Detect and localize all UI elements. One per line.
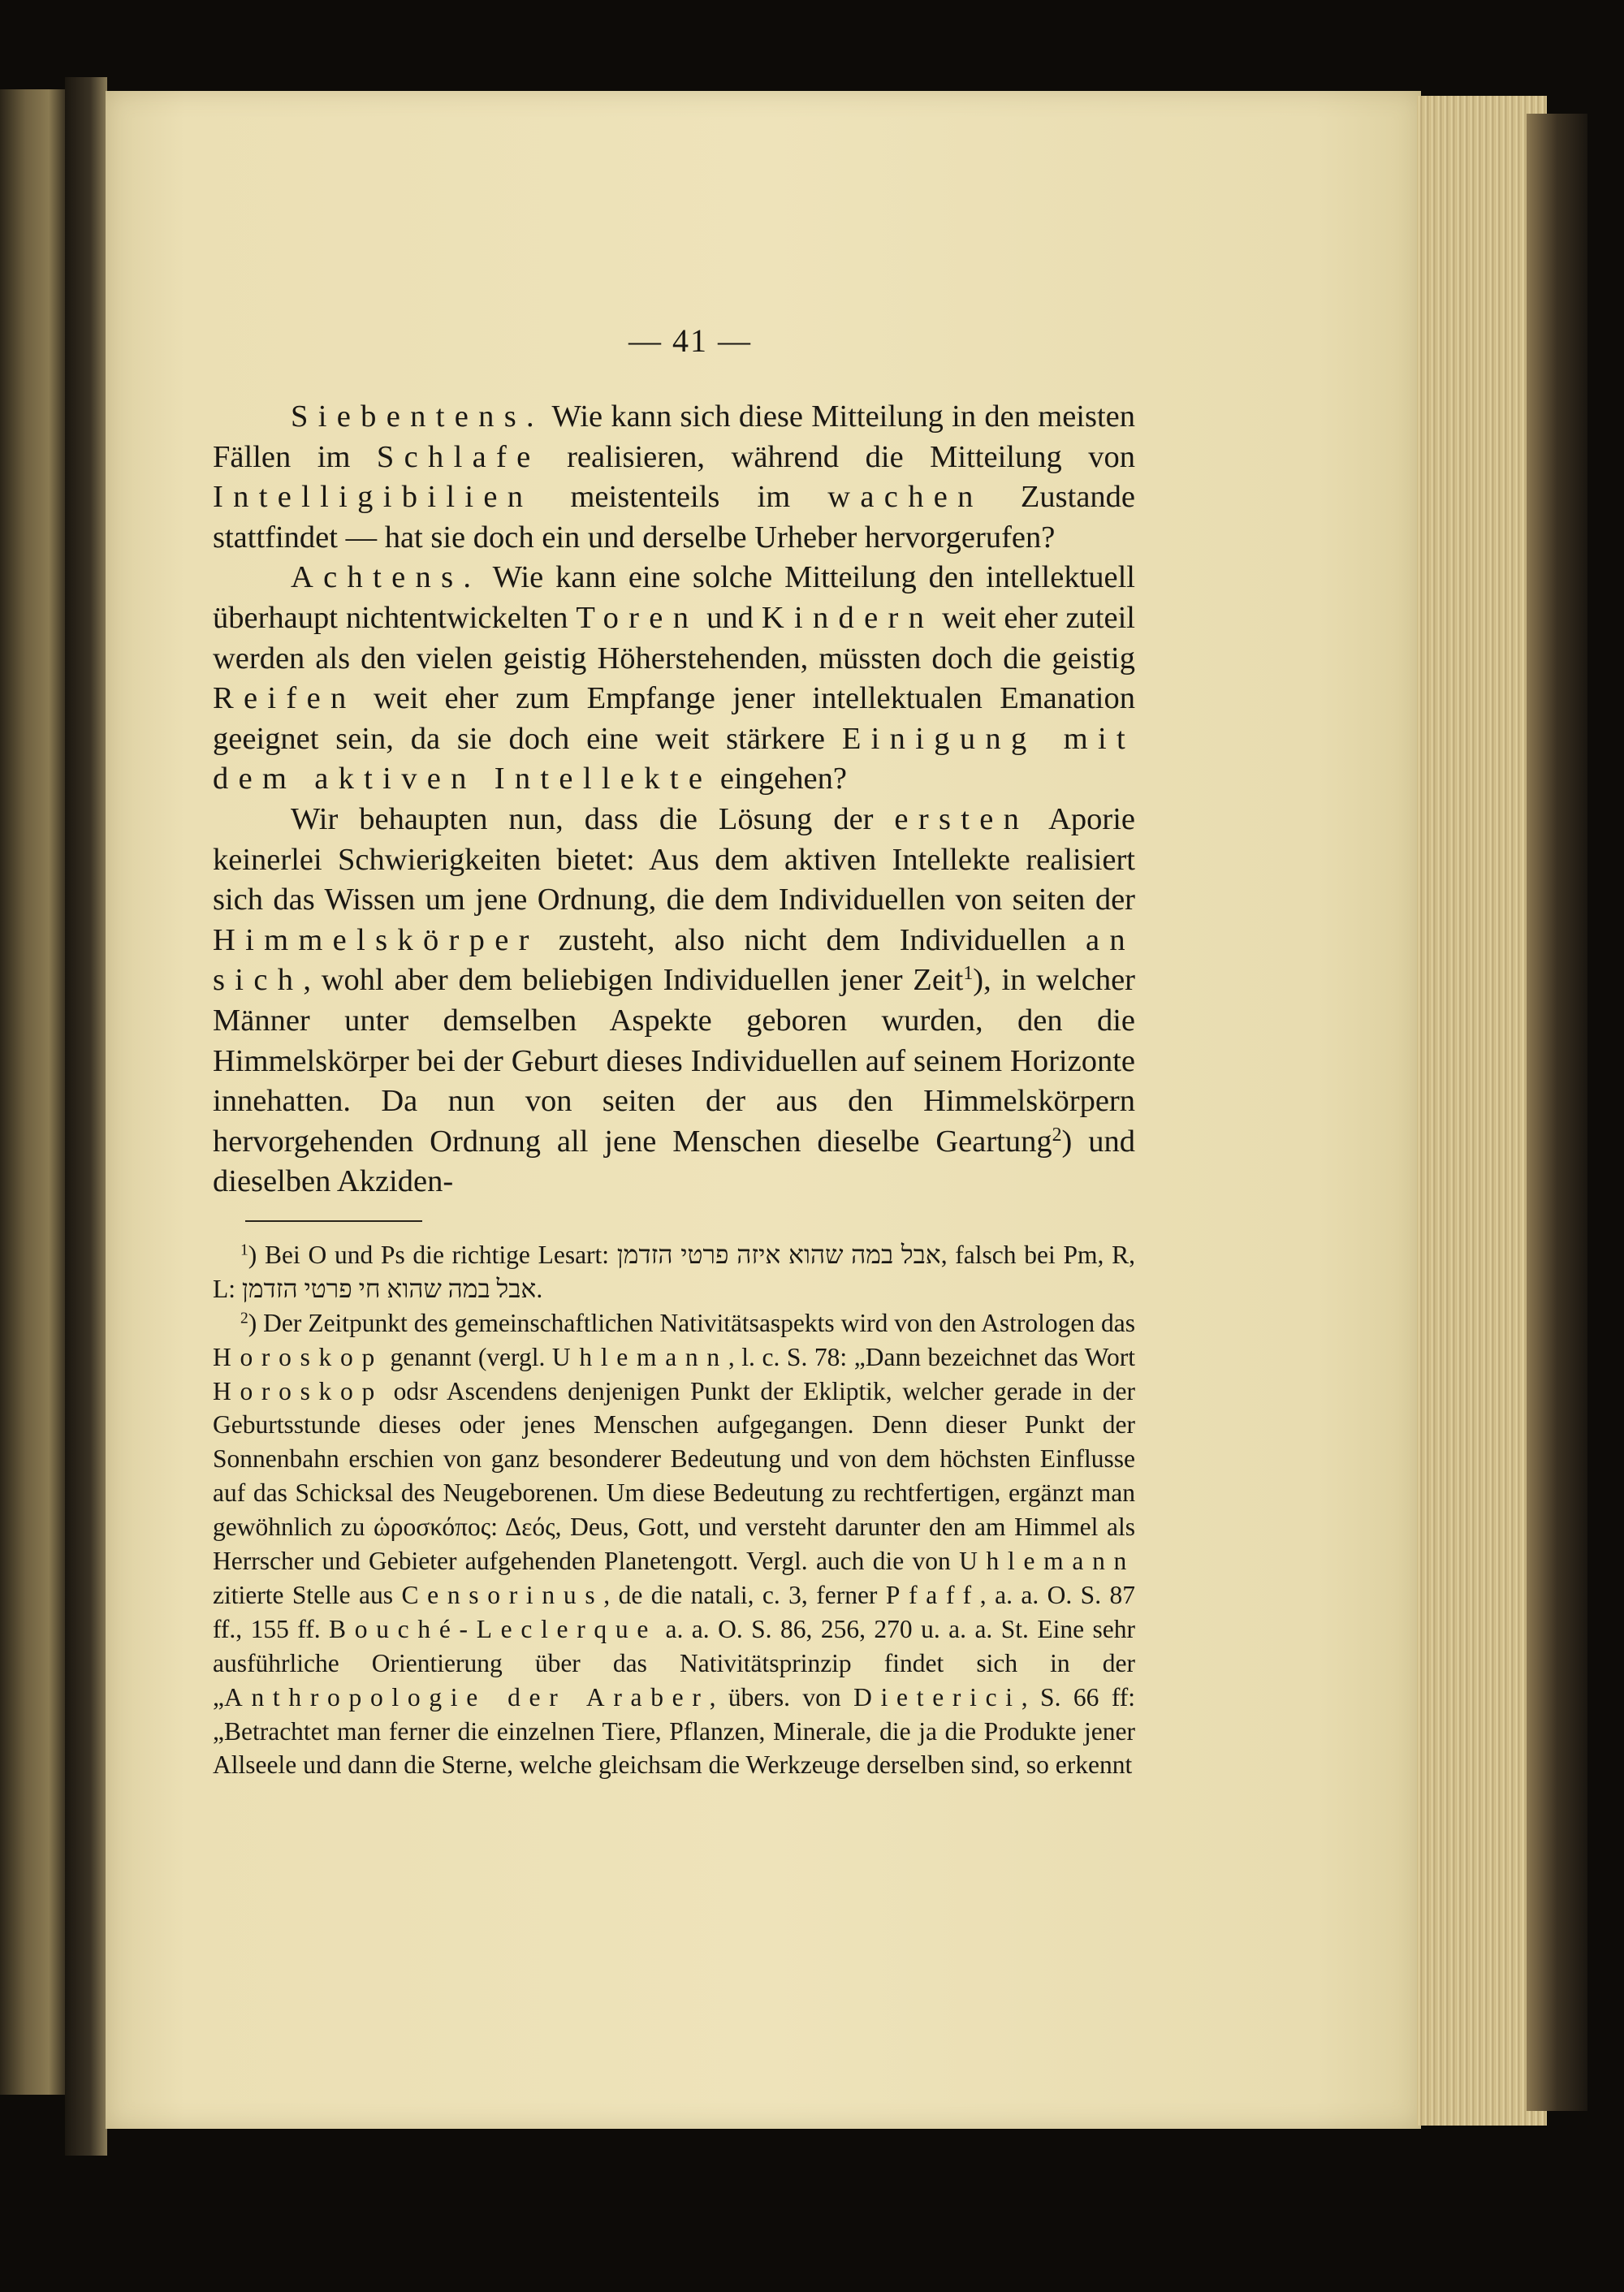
- book-gutter: [65, 77, 107, 2156]
- page-content: [213, 322, 1135, 1782]
- spaced-term: Himmelskörper: [213, 922, 539, 957]
- spaced-term: Censorinus: [401, 1580, 604, 1609]
- spaced-term: Anthropologie der Araber: [223, 1682, 710, 1711]
- body-text: [213, 397, 1135, 1202]
- hebrew-quote: אבל במה שהוא חי פרטי הזדמן.: [241, 1274, 543, 1303]
- spaced-term: Uhlemann: [959, 1547, 1135, 1576]
- footnote-marker-2: 2: [1052, 1124, 1062, 1146]
- spaced-term: an sich: [213, 922, 1135, 998]
- spaced-term: Horoskop: [213, 1376, 383, 1405]
- footnote-2: $^2$) Der Zeitpunkt des gemeinschaftlichen Nativitätsaspekts wird von den Astrologen das Horoskop genannt (vergl. Uhlemann, l. c. S. 78: „Dann bezeichnet das Wort Horoskop odsr Ascendens denjenigen Punkt der Ekliptik, welcher gerade in der Geburtsstunde dieses oder jenes Menschen aufgegangen. Denn dieser Punkt der Sonnenbahn erschien von ganz besonderer Bedeutung und von dem höchsten Einflusse auf das Schicksal des Neugeborenen. Um diese Bedeutung zu rechtfertigen, ergänzt man gewöhnlich zu ὡροσκόπος: Δεός, Deus, Gott, und versteht darunter den am Himmel als Herrscher und Gebieter aufgehenden Planetengott. Vergl. auch die von Uhlemann zitierte Stelle aus Censorinus, de die natali, c. 3, ferner Pfaff, a. a. O. S. 87 ff., 155 ff. Bouché-Leclerque a. a. O. S. 86, 256, 270 u. a. a. St. Eine sehr ausführliche Orientierung über das Nativitätsprinzip findet sich in der „Anthropologie der Araber, übers. von Dieterici, S. 66 ff: „Betrachtet man ferner die einzelnen Tiere, Pflanzen, Minerale, die ja die Produkte jener Allseele und dann die Sterne, welche gleichsam die Werkzeuge derselben sind, so erkennt: [213, 1308, 1136, 1780]
- footnotes: [213, 1238, 1135, 1783]
- spaced-term: wachen: [827, 480, 983, 515]
- footnote-1: $^1$) Bei O und Ps die richtige Lesart: אבל במה שהוא איזה פרטי הזדמן, falsch bei Pm, R, L: אבל במה שהוא חי פרטי הזדמן.: [213, 1240, 1135, 1303]
- book-cover-edge: [1527, 114, 1587, 2111]
- footnote-marker-1: 1: [963, 963, 974, 985]
- spaced-term: Dieterici: [853, 1682, 1021, 1711]
- paragraph-achtens: Achtens. Wie kann eine solche Mitteilung den intellektuell überhaupt nichtentwickelten Toren und Kindern weit eher zuteil werden als den vielen geistig Höherstehenden, müssten doch die geistig Reifen weit eher zum Empfange jener intellektualen Emanation geeignet sein, da sie doch eine weit stärkere Einigung mit dem aktiven Intellekte eingehen?: [213, 560, 1135, 796]
- spaced-term: Reifen: [213, 681, 356, 716]
- greek-term: Δεός: [504, 1513, 555, 1542]
- greek-term: ὡροσκόπος: [374, 1513, 491, 1542]
- hebrew-quote: אבל במה שהוא איזה פרטי הזדמן,: [616, 1240, 948, 1269]
- spaced-term: Schlafe: [376, 439, 541, 474]
- spaced-term: Toren: [576, 600, 699, 635]
- spaced-term: Kindern: [761, 600, 935, 635]
- spaced-term: Horoskop: [213, 1342, 383, 1371]
- spaced-term: Siebentens.: [291, 399, 544, 434]
- footnote-rule: [245, 1220, 422, 1222]
- page-number: — 41 —: [628, 322, 752, 359]
- paragraph-siebentens: Siebentens. Wie kann sich diese Mitteilung in den meisten Fällen im Schlafe realisieren, während die Mitteilung von Intelligibilien meistenteils im wachen Zustande stattfindet — hat sie doch ein und derselbe Urheber hervorgerufen?: [213, 399, 1135, 555]
- paragraph-loesung: Wir behaupten nun, dass die Lösung der ersten Aporie keinerlei Schwierigkeiten bietet: Aus dem aktiven Intellekte realisiert sich das Wissen um jene Ordnung, die dem Individuellen von seiten der Himmelskörper zusteht, also nicht dem Individuellen an sich, wohl aber dem beliebigen Individuellen jener Zeit$^1$), in welcher Männer unter demselben Aspekte geboren wurden, den die Himmelskörper bei der Geburt dieses Individuellen auf seinem Horizonte innehatten. Da nun von seiten der aus den Himmelskörpern hervorgehenden Ordnung all jene Menschen dieselbe Geartung$^2$) und dieselben Akziden-: [213, 801, 1135, 1199]
- spaced-term: Uhlemann: [551, 1342, 728, 1371]
- spaced-term: Achtens.: [291, 560, 482, 595]
- previous-page-edge: [0, 89, 65, 2095]
- spaced-term: Intelligibilien: [213, 480, 533, 515]
- spaced-term: Einigung mit dem aktiven Intellekte: [213, 721, 1135, 796]
- spaced-term: Bouché-Leclerque: [329, 1614, 658, 1643]
- spaced-term: Pfaff: [885, 1580, 980, 1609]
- spaced-term: ersten: [894, 801, 1030, 836]
